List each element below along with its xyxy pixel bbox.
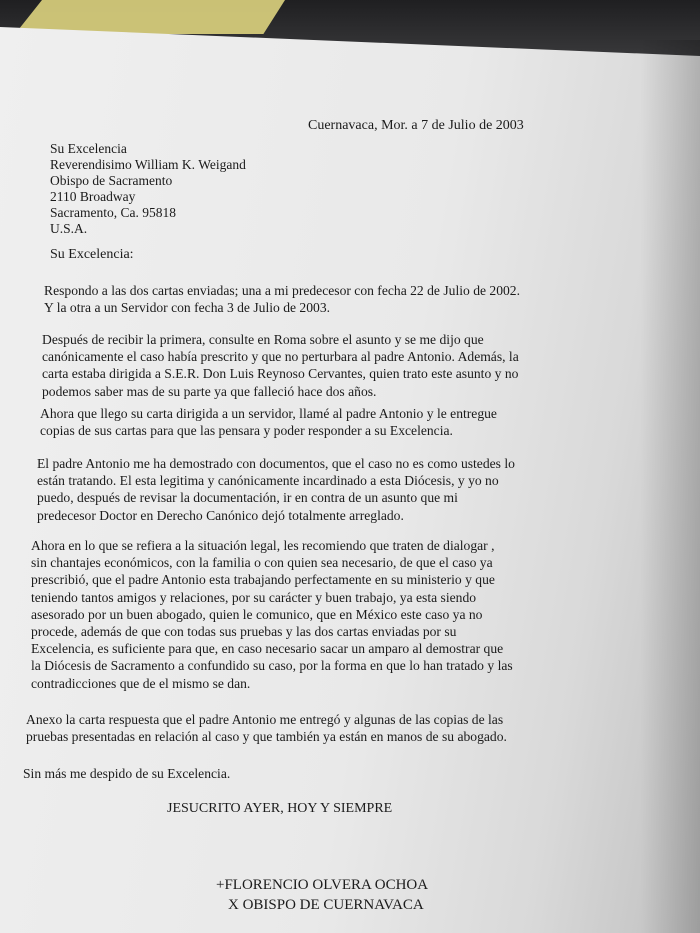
- address-line: U.S.A.: [50, 221, 88, 236]
- text-line: procede, además de que con todas sus pruebas y las dos cartas enviadas por su: [31, 624, 457, 640]
- text-line: El padre Antonio me ha demostrado con documentos, que el caso no es como ustedes lo: [37, 456, 515, 471]
- text-line: pruebas presentadas en relación al caso y que también ya están en manos de su abogado.: [26, 729, 507, 745]
- text-line: Ahora que llego su carta dirigida a un servidor, llamé al padre Antonio y le entregue: [40, 406, 497, 421]
- address-line: Su Excelencia: [50, 141, 127, 156]
- paragraph-2: [42, 331, 519, 400]
- text-line: puedo, después de revisar la documentación, ir en contra de un asunto que mi: [37, 490, 458, 506]
- address-line: 2110 Broadway: [50, 189, 136, 204]
- paragraph-6: [26, 711, 507, 745]
- paragraph-5: [31, 537, 513, 692]
- text-line: prescribió, que el padre Antonio esta trabajando perfectamente en su ministerio y que: [31, 572, 495, 588]
- closing-motto: JESUCRITO AYER, HOY Y SIEMPRE: [167, 801, 393, 816]
- text-line: Ahora en lo que se refiera a la situación legal, les recomiendo que traten de dialogar ,: [31, 538, 495, 553]
- address-line: Reverendisimo William K. Weigand: [50, 157, 246, 172]
- paragraph-3: [40, 405, 497, 439]
- signature-title: X OBISPO DE CUERNAVACA: [228, 897, 424, 913]
- text-line: teniendo tantos amigos y relaciones, por su carácter y buen trabajo, ya esta siendo: [31, 589, 477, 605]
- paragraph-1: [44, 282, 520, 316]
- text-line: predecesor Doctor en Derecho Canónico dejó totalmente arreglado.: [37, 507, 404, 523]
- text-line: Anexo la carta respuesta que el padre Antonio me entregó y algunas de las copias de las: [26, 712, 504, 727]
- address-line: Sacramento, Ca. 95818: [50, 205, 176, 220]
- text-line: sin chantajes económicos, con la familia o con quien sea necesario, de que el caso ya: [31, 555, 493, 571]
- text-line: asesorado por un buen abogado, quien le comunico, que en México este caso ya no: [31, 606, 483, 622]
- text-line: Después de recibir la primera, consulte en Roma sobre el asunto y se me dijo que: [42, 332, 484, 347]
- recipient-address: [50, 141, 246, 237]
- text-line: Y la otra a un Servidor con fecha 3 de Julio de 2003.: [44, 300, 331, 316]
- signature-name: +FLORENCIO OLVERA OCHOA: [216, 877, 429, 893]
- text-line: están tratando. El esta legitima y canónicamente incardinado a esta Diócesis, y yo no: [37, 473, 499, 489]
- text-line: Sin más me despido de su Excelencia.: [23, 766, 231, 781]
- address-line: Obispo de Sacramento: [50, 173, 173, 188]
- text-line: Excelencia, es suficiente para que, en caso necesario sacar un amparo al demostrar que: [31, 641, 504, 657]
- paragraph-4: [37, 455, 515, 524]
- text-line: contradicciones que de el mismo se dan.: [31, 675, 251, 691]
- paragraph-7: [23, 765, 230, 782]
- text-line: podemos saber mas de su parte ya que falleció hace dos años.: [42, 383, 377, 399]
- text-line: carta estaba dirigida a S.E.R. Don Luis Reynoso Cervantes, quien trato este asunto y no: [42, 366, 519, 382]
- text-line: la Diócesis de Sacramento a confundido su caso, por la forma en que lo han tratado y las: [31, 658, 513, 674]
- text-line: copias de sus cartas para que las pensara y poder responder a su Excelencia.: [40, 423, 453, 439]
- text-line: canónicamente el caso había prescrito y que no perturbara al padre Antonio. Además, la: [42, 349, 519, 365]
- text-line: Respondo a las dos cartas enviadas; una a mi predecesor con fecha 22 de Julio de 2002.: [44, 283, 521, 298]
- letter-date: Cuernavaca, Mor. a 7 de Julio de 2003: [308, 118, 524, 133]
- salutation: Su Excelencia:: [50, 247, 134, 262]
